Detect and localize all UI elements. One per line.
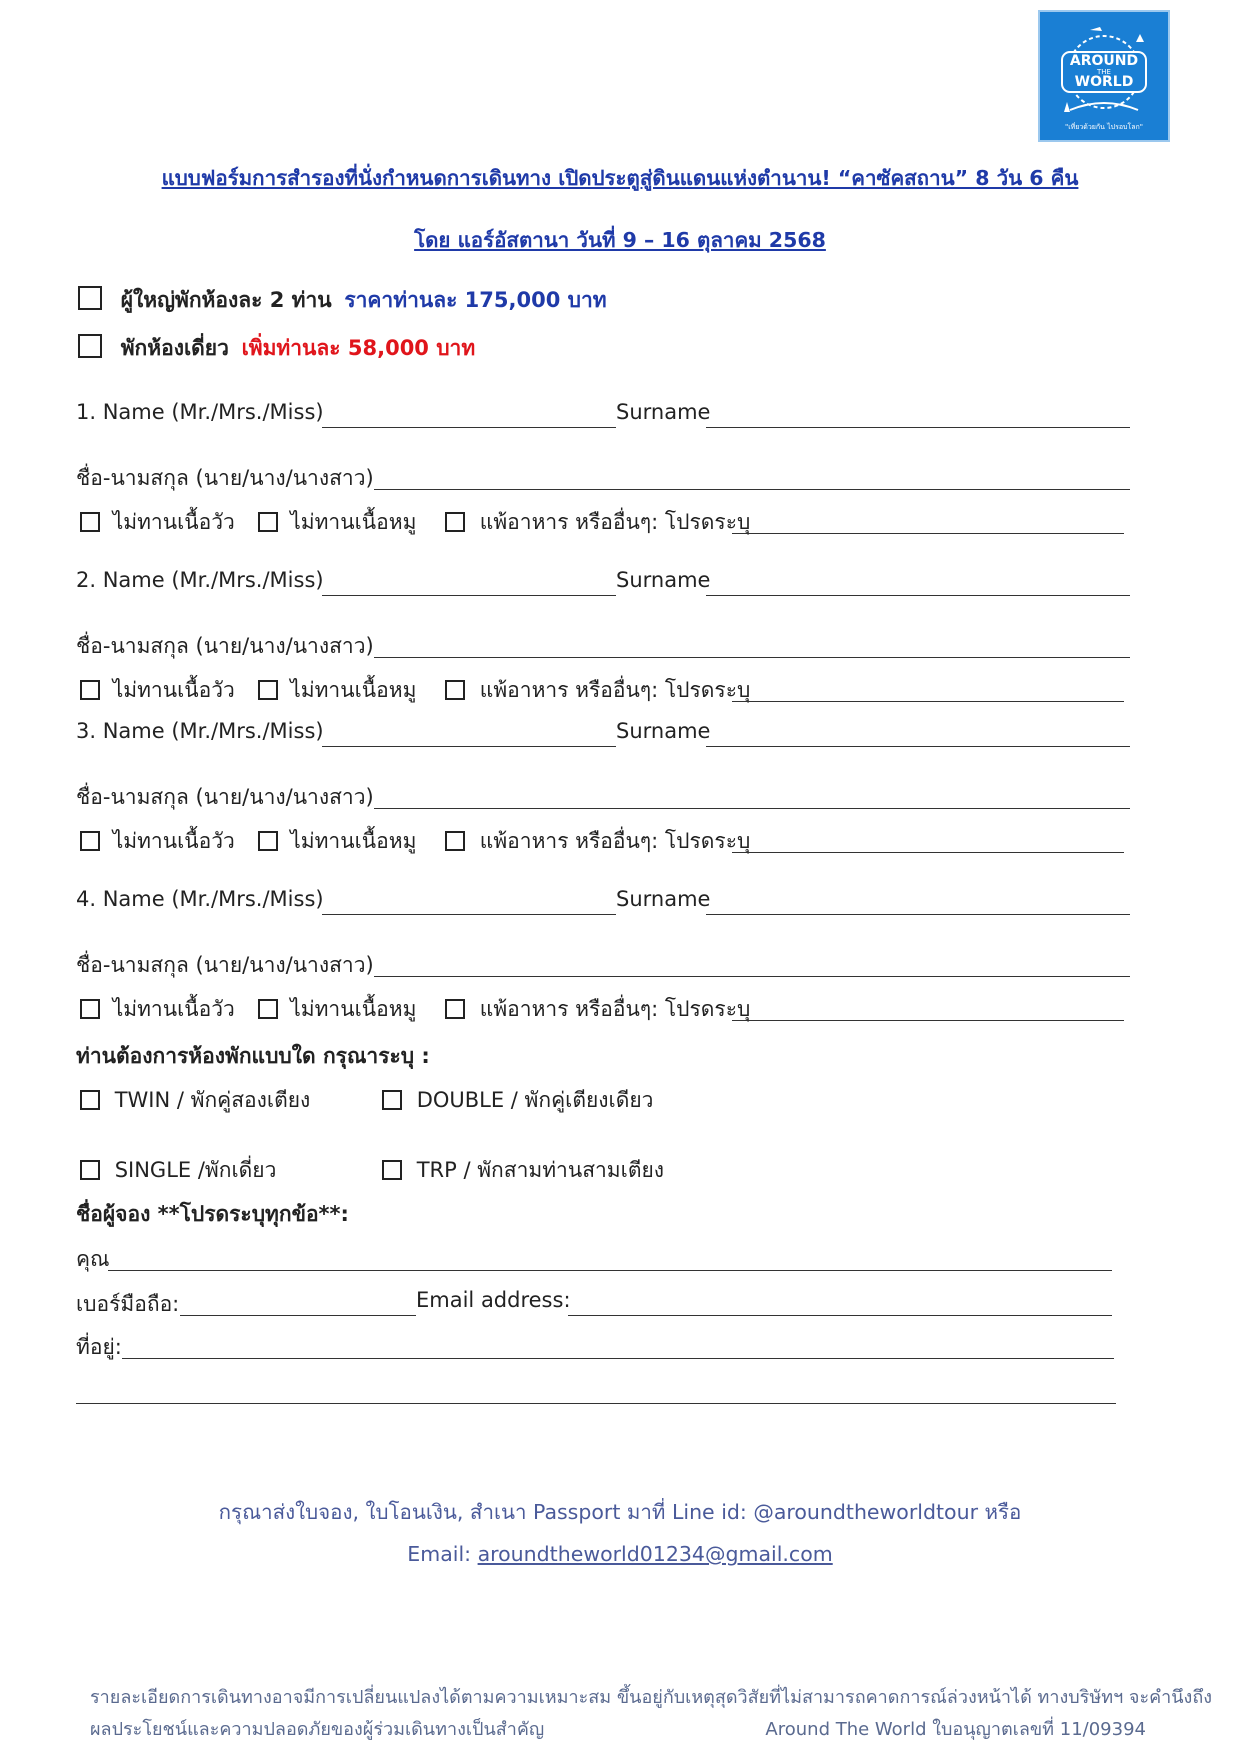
booker-name-label: คุณ xyxy=(76,1247,110,1271)
option-twin-price: ราคาท่านละ 175,000 บาท xyxy=(344,288,607,312)
footer-license: Around The World ใบอนุญาตเลขที่ 11/09394 xyxy=(765,1719,1146,1740)
guest4-thai-name-field[interactable] xyxy=(374,976,1130,977)
guest3-diet-row xyxy=(80,825,750,858)
room-twin-checkbox[interactable] xyxy=(80,1090,100,1110)
room-double-checkbox[interactable] xyxy=(382,1090,402,1110)
guest1-no-pork-checkbox[interactable] xyxy=(258,512,278,532)
booker-phone-field[interactable] xyxy=(180,1315,416,1316)
booker-phone-label: เบอร์มือถือ: xyxy=(76,1292,180,1316)
logo-line3: WORLD xyxy=(1074,74,1134,90)
option-single-checkbox[interactable] xyxy=(78,334,102,358)
option-single-label: พักห้องเดี่ยว xyxy=(120,336,229,360)
guest4-no-beef-checkbox[interactable] xyxy=(80,999,100,1019)
guest2-allergy-label: แพ้อาหาร หรืออื่นๆ: โปรดระบุ xyxy=(479,678,751,702)
company-logo xyxy=(1038,10,1170,142)
guest3-surname-label: Surname xyxy=(616,719,711,743)
guest1-allergy-field[interactable] xyxy=(732,533,1124,534)
booker-address-field-2[interactable] xyxy=(76,1403,1116,1404)
option-single-supplement xyxy=(78,332,475,365)
room-twin-option xyxy=(80,1084,310,1117)
guest2-allergy-field[interactable] xyxy=(732,701,1124,702)
guest4-name-field[interactable] xyxy=(322,914,616,915)
option-twin-checkbox[interactable] xyxy=(78,286,102,310)
guest1-no-beef-checkbox[interactable] xyxy=(80,512,100,532)
guest2-allergy-checkbox[interactable] xyxy=(445,680,465,700)
guest3-allergy-checkbox[interactable] xyxy=(445,831,465,851)
option-twin-label: ผู้ใหญ่พักห้องละ 2 ท่าน xyxy=(120,288,332,312)
guest1-thai-name-field[interactable] xyxy=(374,489,1130,490)
booker-email-field[interactable] xyxy=(568,1315,1112,1316)
guest4-diet-row xyxy=(80,993,750,1026)
guest2-no-pork-checkbox[interactable] xyxy=(258,680,278,700)
guest1-no-pork-label: ไม่ทานเนื้อหมู xyxy=(290,510,417,534)
footer-disclaimer-line1: รายละเอียดการเดินทางอาจมีการเปลี่ยนแปลงได้ตามความเหมาะสม ขึ้นอยู่กับเหตุสุดวิสัยที่ไม่สามารถคาดการณ์ล่วงหน้าได้ ทางบริษัทฯ จะคำนึงถึง xyxy=(90,1687,1213,1708)
guest3-no-beef-label: ไม่ทานเนื้อวัว xyxy=(112,829,235,853)
guest4-surname-field[interactable] xyxy=(706,914,1130,915)
guest1-allergy-checkbox[interactable] xyxy=(445,512,465,532)
guest4-allergy-field[interactable] xyxy=(732,1020,1124,1021)
guest2-thai-name-field[interactable] xyxy=(374,657,1130,658)
guest2-thai-name-label: ชื่อ-นามสกุล (นาย/นาง/นางสาว) xyxy=(76,634,374,658)
form-title: แบบฟอร์มการสำรองที่นั่งกำหนดการเดินทาง เปิดประตูสู่ดินแดนแห่งตำนาน! “คาซัคสถาน” 8 วัน 6 คืน xyxy=(161,166,1079,190)
guest1-surname-label: Surname xyxy=(616,400,711,424)
guest4-name-label: 4. Name (Mr./Mrs./Miss) xyxy=(76,887,324,911)
guest3-thai-name-field[interactable] xyxy=(374,808,1130,809)
booker-name-field[interactable] xyxy=(108,1270,1112,1271)
option-single-price: เพิ่มท่านละ 58,000 บาท xyxy=(241,336,476,360)
guest3-name-field[interactable] xyxy=(322,746,616,747)
guest1-diet-row xyxy=(80,506,750,539)
guest3-surname-field[interactable] xyxy=(706,746,1130,747)
logo-line2: THE xyxy=(1097,68,1111,76)
guest1-allergy-label: แพ้อาหาร หรืออื่นๆ: โปรดระบุ xyxy=(479,510,751,534)
guest1-thai-name-label: ชื่อ-นามสกุล (นาย/นาง/นางสาว) xyxy=(76,466,374,490)
guest1-name-label: 1. Name (Mr./Mrs./Miss) xyxy=(76,400,324,424)
guest2-name-field[interactable] xyxy=(322,595,616,596)
room-single-label: SINGLE /พักเดี่ยว xyxy=(114,1158,277,1182)
room-double-option xyxy=(382,1084,653,1117)
guest1-no-beef-label: ไม่ทานเนื้อวัว xyxy=(112,510,235,534)
guest4-thai-name-label: ชื่อ-นามสกุล (นาย/นาง/นางสาว) xyxy=(76,953,374,977)
guest4-allergy-label: แพ้อาหาร หรืออื่นๆ: โปรดระบุ xyxy=(479,997,751,1021)
contact-email-label: Email: xyxy=(407,1542,478,1566)
booker-email-label: Email address: xyxy=(416,1288,571,1312)
guest2-no-beef-checkbox[interactable] xyxy=(80,680,100,700)
contact-email-row xyxy=(0,1542,1240,1566)
guest3-allergy-label: แพ้อาหาร หรืออื่นๆ: โปรดระบุ xyxy=(479,829,751,853)
room-type-question: ท่านต้องการห้องพักแบบใด กรุณาระบุ : xyxy=(76,1044,430,1068)
guest2-name-label: 2. Name (Mr./Mrs./Miss) xyxy=(76,568,324,592)
guest1-surname-field[interactable] xyxy=(706,427,1130,428)
guest3-no-pork-checkbox[interactable] xyxy=(258,831,278,851)
guest2-surname-label: Surname xyxy=(616,568,711,592)
room-single-checkbox[interactable] xyxy=(80,1160,100,1180)
footer-disclaimer-line2: ผลประโยชน์และความปลอดภัยของผู้ร่วมเดินทางเป็นสำคัญ xyxy=(90,1719,545,1740)
room-single-option xyxy=(80,1154,276,1187)
room-triple-option xyxy=(382,1154,664,1187)
guest4-no-pork-checkbox[interactable] xyxy=(258,999,278,1019)
booker-heading: ชื่อผู้จอง **โปรดระบุทุกข้อ**: xyxy=(76,1202,349,1226)
form-subtitle: โดย แอร์อัสตานา วันที่ 9 – 16 ตุลาคม 2568 xyxy=(414,228,826,252)
guest3-thai-name-label: ชื่อ-นามสกุล (นาย/นาง/นางสาว) xyxy=(76,785,374,809)
room-double-label: DOUBLE / พักคู่เตียงเดียว xyxy=(416,1088,654,1112)
guest3-allergy-field[interactable] xyxy=(732,852,1124,853)
contact-line: กรุณาส่งใบจอง, ใบโอนเงิน, สำเนา Passport มาที่ Line id: @aroundtheworldtour หรือ xyxy=(218,1500,1022,1524)
guest2-no-beef-label: ไม่ทานเนื้อวัว xyxy=(112,678,235,702)
guest2-no-pork-label: ไม่ทานเนื้อหมู xyxy=(290,678,417,702)
guest4-no-beef-label: ไม่ทานเนื้อวัว xyxy=(112,997,235,1021)
contact-email-link[interactable]: aroundtheworld01234@gmail.com xyxy=(477,1542,833,1566)
guest4-allergy-checkbox[interactable] xyxy=(445,999,465,1019)
booker-address-field[interactable] xyxy=(122,1358,1114,1359)
room-twin-label: TWIN / พักคู่สองเตียง xyxy=(114,1088,311,1112)
guest2-surname-field[interactable] xyxy=(706,595,1130,596)
guest3-no-pork-label: ไม่ทานเนื้อหมู xyxy=(290,829,417,853)
guest3-no-beef-checkbox[interactable] xyxy=(80,831,100,851)
room-triple-label: TRP / พักสามท่านสามเตียง xyxy=(416,1158,665,1182)
guest3-name-label: 3. Name (Mr./Mrs./Miss) xyxy=(76,719,324,743)
guest1-name-field[interactable] xyxy=(322,427,616,428)
room-triple-checkbox[interactable] xyxy=(382,1160,402,1180)
option-twin-sharing xyxy=(78,284,607,317)
guest4-surname-label: Surname xyxy=(616,887,711,911)
logo-tagline: "เที่ยวด้วยกัน ไปรอบโลก" xyxy=(1065,123,1143,131)
guest2-diet-row xyxy=(80,674,750,707)
booker-address-label: ที่อยู่: xyxy=(76,1335,122,1359)
guest4-no-pork-label: ไม่ทานเนื้อหมู xyxy=(290,997,417,1021)
logo-line1: AROUND xyxy=(1069,53,1139,69)
